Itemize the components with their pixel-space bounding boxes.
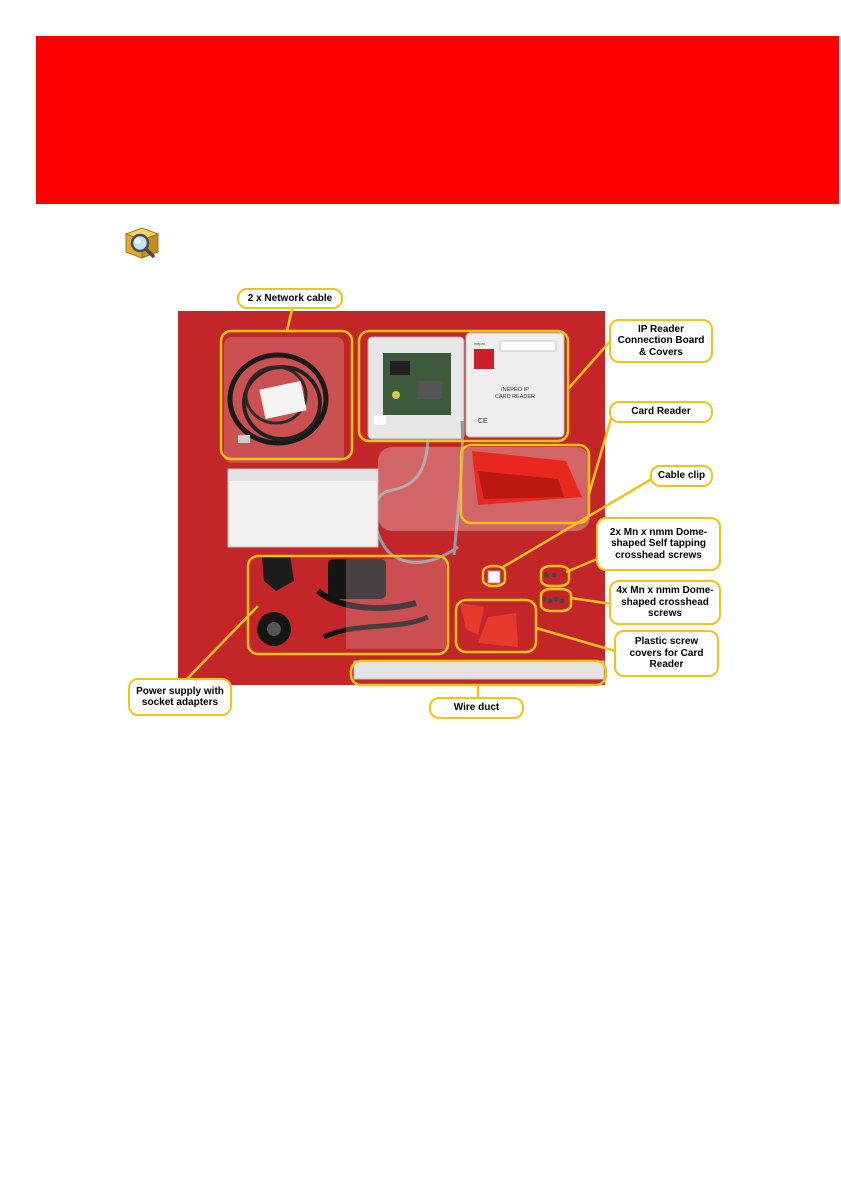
ip-reader-board-image — [368, 337, 464, 439]
label-cable-clip — [650, 465, 713, 487]
label-cable-clip-text: Cable clip — [657, 470, 706, 482]
label-wire-duct-text: Wire duct — [453, 702, 500, 714]
label-wire-duct — [429, 697, 524, 719]
label-power-supply-text: Power supply with socket adapters — [136, 685, 224, 708]
label-screw-covers-text: Plastic screw covers for Card Reader — [629, 636, 704, 671]
device-title-line2: CARD READER — [494, 394, 536, 400]
label-network-cable — [237, 288, 343, 309]
card-reader-cover-image — [466, 333, 564, 437]
wire-duct-image — [354, 661, 604, 679]
label-card-reader-text: Card Reader — [631, 406, 691, 418]
network-cable-image — [224, 337, 344, 463]
label-card-reader — [609, 401, 713, 423]
label-network-cable-text: 2 x Network cable — [247, 292, 333, 304]
device-title-line1: INEPRO IP — [501, 387, 529, 393]
white-box-image — [228, 469, 378, 547]
device-brand-text: inepro — [474, 341, 486, 346]
label-self-tapping-screws — [596, 517, 721, 571]
label-self-tapping-screws-text: 2x Mn x nmm Dome-shaped Self tapping crosshead screws — [609, 526, 708, 561]
device-ce-mark: CE — [478, 418, 488, 425]
package-magnifier-icon — [122, 224, 164, 262]
label-ip-reader — [609, 319, 713, 363]
cable-clip-image — [488, 571, 500, 583]
label-ip-reader-text: IP Reader Connection Board & Covers — [617, 323, 705, 358]
header-banner — [36, 36, 839, 204]
product-photo — [178, 311, 605, 685]
card-reader-image — [378, 447, 590, 531]
label-power-supply — [128, 678, 232, 716]
label-dome-screws — [609, 580, 721, 625]
label-dome-screws-text: 4x Mn x nmm Dome-shaped crosshead screws — [616, 585, 714, 620]
label-screw-covers — [614, 630, 719, 677]
